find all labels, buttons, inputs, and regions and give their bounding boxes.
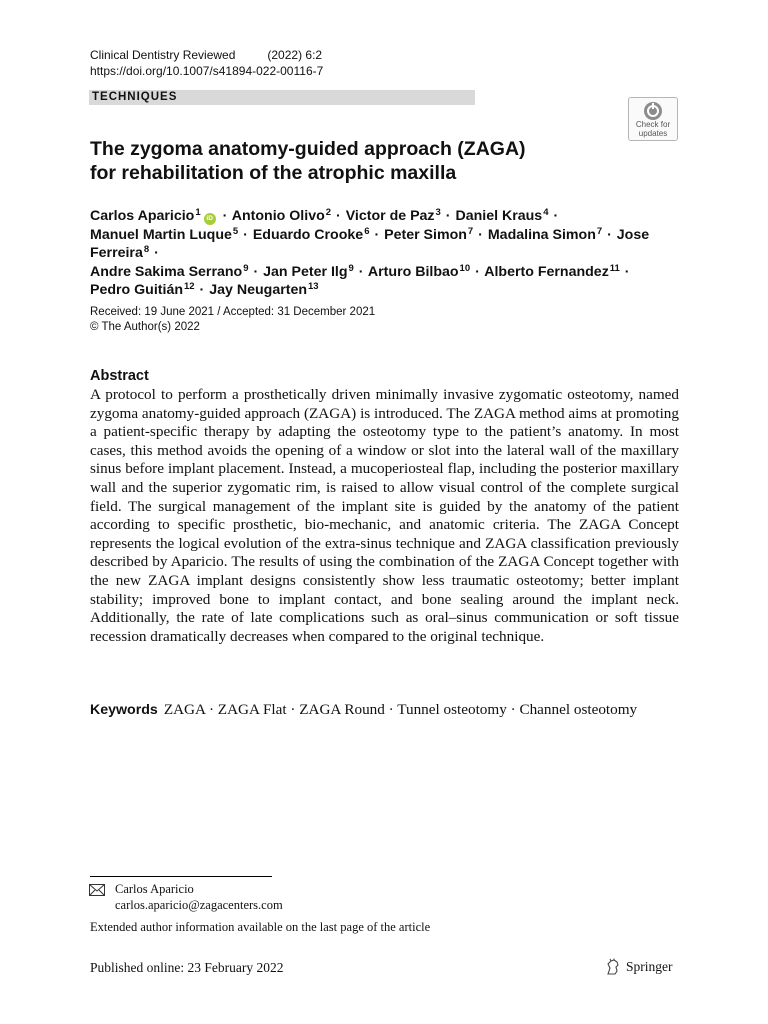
author-separator: · — [445, 208, 451, 224]
author-separator: · — [222, 208, 228, 224]
author[interactable] — [488, 227, 602, 243]
check-updates-icon — [643, 101, 663, 121]
check-updates-line1: Check for — [635, 120, 671, 129]
author[interactable] — [90, 264, 248, 280]
author-separator: · — [199, 282, 205, 298]
author[interactable] — [368, 264, 470, 280]
author-name: Victor de Paz — [345, 208, 435, 224]
author-separator: · — [253, 263, 259, 280]
title-line: The zygoma anatomy-guided approach (ZAGA) — [90, 138, 526, 160]
affiliation-number: 9 — [243, 262, 249, 274]
publisher-name: Springer — [626, 959, 673, 974]
author[interactable] — [253, 227, 370, 243]
author-separator: · — [154, 245, 159, 261]
corresponding-author-name: Carlos Aparicio — [115, 882, 194, 896]
author-name: Arturo Bilbao — [367, 263, 459, 280]
published-online: Published online: 23 February 2022 — [90, 960, 284, 975]
doi-link[interactable]: https://doi.org/10.1007/s41894-022-00116-7 — [90, 64, 324, 78]
affiliation-number: 10 — [459, 262, 471, 274]
check-updates-line2: updates — [638, 128, 668, 138]
publisher-logo — [604, 958, 673, 976]
keywords — [90, 701, 679, 720]
author[interactable] — [90, 282, 195, 298]
abstract-text: A protocol to perform a prosthetically driven minimally invasive zygomatic osteotomy, named zygoma anatomy-guided approach (ZAGA) is introduced. The ZAGA method aims at promoting a patient-specific therapy by adapting the osteotomy type to the patient’s anatomy. In most cases, this method avoids the opening of a window or slot into the lateral wall of the maxillary sinus before implant placement. Instead, a mucoperiosteal flap, including the posterior maxillary wall and the superior zygomatic rim, is raised to allow visual control of the complete surgical field. The surgical management of the implant site is guided by the anatomy of the patient according to specific prosthetic, bio-mechanic, and anatomic criteria. The ZAGA Concept represents the logical evolution of the extra-sinus technique and ZAGA classification previously described by Aparicio. The results of using the combination of the ZAGA Concept together with the new ZAGA implant designs consistently show less traumatic osteotomy; better implant stability; improved bone to implant contact, and bone sealing around the implant neck. Additionally, the rate of late complications such as oral–sinus communication or soft tissue recession dramatically decreases when compared to the original technique. — [90, 386, 679, 645]
author-separator: · — [607, 226, 612, 243]
author-name: Alberto Fernandez — [484, 263, 609, 280]
author-name: Eduardo Crooke — [252, 226, 364, 243]
author[interactable] — [232, 208, 331, 224]
springer-horse-icon — [604, 958, 622, 976]
author[interactable] — [263, 264, 354, 280]
keywords-label: Keywords — [90, 702, 158, 718]
corresponding-author-email[interactable]: carlos.aparicio@zagacenters.com — [115, 898, 283, 912]
affiliation-number: 6 — [364, 225, 370, 237]
author-separator: · — [475, 263, 480, 280]
check-for-updates-badge[interactable] — [628, 97, 678, 141]
affiliation-number: 3 — [435, 207, 441, 218]
author-name: Jay Neugarten — [209, 282, 308, 298]
affiliation-number: 11 — [609, 262, 620, 274]
journal-year-volume: (2022) 6:2 — [267, 48, 323, 62]
author[interactable] — [455, 208, 548, 224]
author[interactable] — [209, 282, 318, 298]
author-name: Daniel Kraus — [455, 208, 543, 224]
author[interactable] — [384, 227, 473, 243]
affiliation-number: 13 — [308, 281, 319, 292]
author-name: Jose Ferreira — [90, 226, 650, 261]
extended-author-info: Extended author information available on the last page of the article — [90, 920, 431, 934]
author-name: Peter Simon — [384, 226, 467, 243]
author-name: Carlos Aparicio — [90, 208, 195, 224]
affiliation-number: 1 — [195, 207, 201, 218]
author-name: Manuel Martin Luque — [90, 226, 232, 243]
affiliation-number: 7 — [467, 225, 474, 237]
author-name: Andre Sakima Serrano — [90, 263, 243, 280]
author-list — [90, 207, 690, 300]
author[interactable] — [90, 227, 238, 243]
footnote-divider — [90, 876, 272, 877]
copyright-line: © The Author(s) 2022 — [90, 321, 200, 333]
affiliation-number: 12 — [184, 281, 195, 292]
author-separator: · — [243, 226, 248, 243]
abstract-heading: Abstract — [90, 368, 149, 384]
section-label: TECHNIQUES — [89, 90, 475, 105]
journal-line — [90, 48, 322, 62]
author-separator: · — [624, 263, 630, 280]
author[interactable] — [90, 208, 218, 224]
author[interactable] — [484, 264, 620, 280]
affiliation-number: 8 — [143, 244, 150, 255]
author-name: Antonio Olivo — [231, 208, 325, 224]
author-name: Madalina Simon — [487, 226, 596, 243]
journal-name: Clinical Dentistry Reviewed — [90, 48, 236, 62]
author-separator: · — [478, 226, 483, 243]
affiliation-number: 7 — [596, 225, 603, 237]
author-separator: · — [374, 226, 380, 243]
affiliation-number: 4 — [543, 207, 549, 218]
dates-line: Received: 19 June 2021 / Accepted: 31 December 2021 — [90, 306, 376, 318]
author-separator: · — [553, 208, 559, 224]
author-name: Jan Peter Ilg — [263, 263, 348, 280]
author[interactable] — [346, 208, 441, 224]
keywords-text: ZAGA · ZAGA Flat · ZAGA Round · Tunnel osteotomy · Channel osteotomy — [163, 701, 638, 718]
author-name: Pedro Guitián — [90, 282, 184, 298]
article-title — [90, 137, 650, 185]
affiliation-number: 2 — [325, 207, 332, 218]
affiliation-number: 5 — [232, 225, 239, 237]
title-line: for rehabilitation of the atrophic maxilla — [90, 162, 457, 184]
orcid-icon[interactable]: iD — [204, 213, 216, 225]
author-separator: · — [336, 208, 341, 224]
envelope-icon — [89, 884, 105, 896]
author-separator: · — [358, 263, 364, 280]
affiliation-number: 9 — [348, 262, 354, 274]
